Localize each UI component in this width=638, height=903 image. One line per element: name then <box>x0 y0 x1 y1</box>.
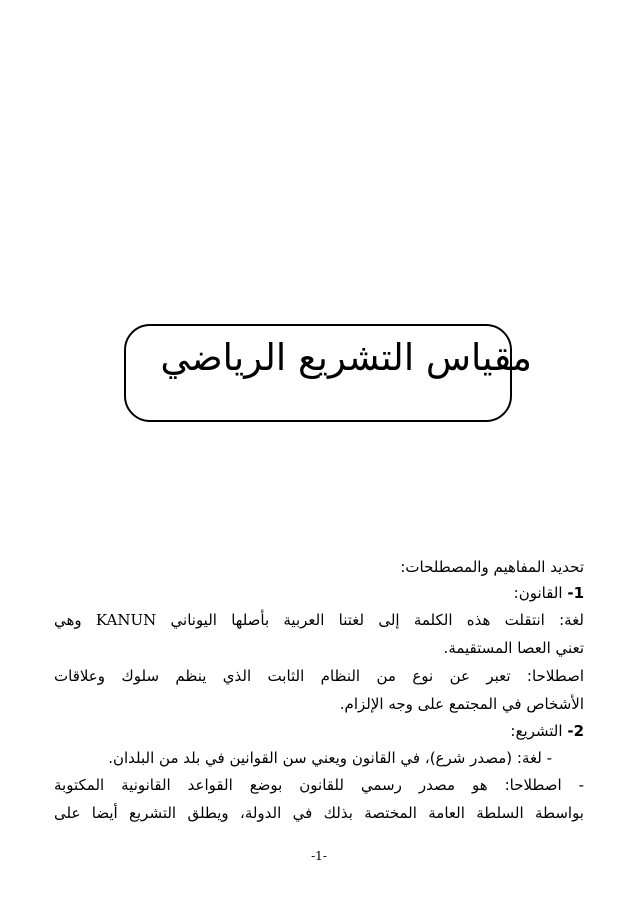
law-language-label: لغة: <box>559 611 584 629</box>
legislation-term-line-2-text: بواسطة السلطة العامة المختصة بذلك في الدولة، ويطلق التشريع أيضا على <box>54 804 584 822</box>
page-number: -1- <box>311 849 327 863</box>
page-title: مقياس التشريع الرياضي <box>160 336 532 379</box>
legislation-language-text: - لغة: (مصدر شرع)، في القانون ويعني سن القوانين في بلد من البلدان. <box>108 749 552 767</box>
section-heading-text: تحديد المفاهيم والمصطلحات: <box>400 558 584 576</box>
law-language-text: انتقلت هذه الكلمة إلى لغتنا العربية بأصلها اليوناني <box>170 611 545 629</box>
law-term-line-1 <box>54 661 584 691</box>
law-heading-text: القانون: <box>513 584 563 602</box>
law-term-line-1-text: اصطلاحا: تعبر عن نوع من النظام الثابت الذي ينظم سلوك وعلاقات <box>54 667 584 685</box>
law-heading <box>514 578 584 608</box>
legislation-term-line-2 <box>54 798 584 828</box>
law-language-line-1 <box>54 605 584 635</box>
legislation-heading <box>510 716 584 746</box>
law-language-line-2 <box>444 633 584 663</box>
legislation-number: 2- <box>567 722 584 740</box>
legislation-term-line-1 <box>54 770 584 800</box>
law-term-line-2 <box>340 689 584 719</box>
legislation-language-line <box>108 743 552 773</box>
law-term-line-2-text: الأشخاص في المجتمع على وجه الإلزام. <box>339 695 584 713</box>
law-number: 1- <box>567 584 584 602</box>
law-language-end: وهي <box>54 611 82 629</box>
law-greek-word: KANUN <box>95 611 157 629</box>
legislation-heading-text: التشريع: <box>510 722 563 740</box>
legislation-term-line-1-text: - اصطلاحا: هو مصدر رسمي للقانون بوضع القواعد القانونية المكتوبة <box>54 776 584 794</box>
law-language-line-2-text: تعني العصا المستقيمة. <box>443 639 584 657</box>
